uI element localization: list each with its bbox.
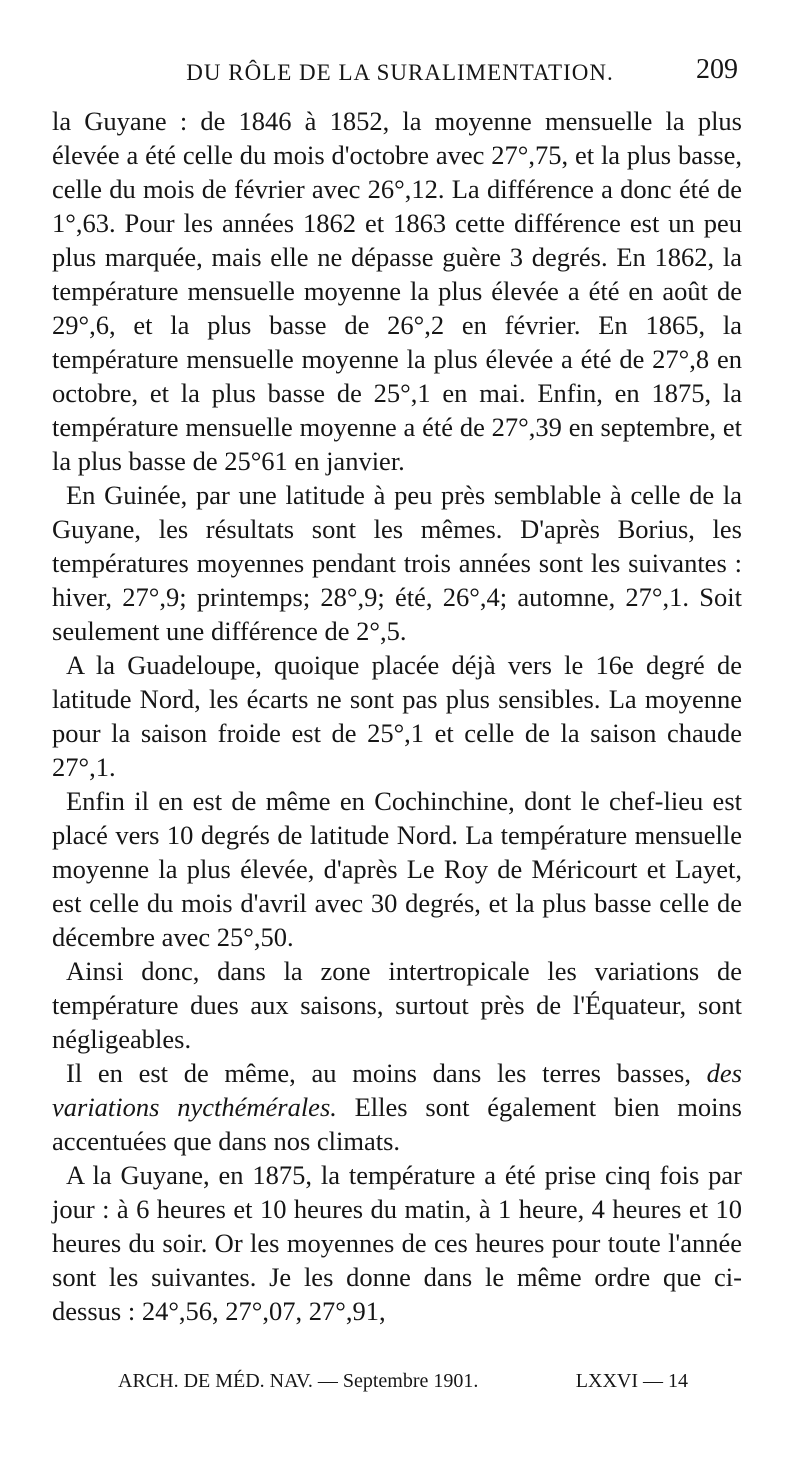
paragraph-2: En Guinée, par une latitude à peu près semblable à celle de la Guyane, les résultats sont les mêmes. D'après Borius, les températures moyennes pendant trois années sont les suivantes : hiver, 27°,9; printemps; 28°,9; été, 26°,4; automne, 27°,1. Soit seulement une différence de 2°,5. — [52, 480, 742, 646]
paragraph-6-italic: des variations nycthémérales. — [52, 1058, 742, 1122]
running-title: DU RÔLE DE LA SURALIMENTATION. — [186, 60, 614, 85]
paragraph-1: la Guyane : de 1846 à 1852, la moyenne mensuelle la plus élevée a été celle du mois d'octobre avec 27°,75, et la plus basse, celle du mois de février avec 26°,12. La différence a donc été de 1°,63. Pour les années 1862 et 1863 cette différence est un peu plus marquée, mais elle ne dépasse guère 3 degrés. En 1862, la température mensuelle moyenne la plus élevée a été en août de 29°,6, et la plus basse de 26°,2 en février. En 1865, la température mensuelle moyenne la plus élevée a été de 27°,8 en octobre, et la plus basse de 25°,1 en mai. Enfin, en 1875, la température mensuelle moyenne a été de 27°,39 en septembre, et la plus basse de 25°61 en janvier. — [52, 106, 742, 476]
signature-mark: LXXVI — 14 — [575, 1370, 688, 1392]
body-text — [52, 104, 742, 1328]
paragraph-6-lead: Il en est de même, au moins dans les terres basses, — [66, 1058, 707, 1088]
journal-reference: ARCH. DE MÉD. NAV. — Septembre 1901. — [118, 1370, 479, 1392]
paragraph-3: A la Guadeloupe, quoique placée déjà vers le 16e degré de latitude Nord, les écarts ne sont pas plus sensibles. La moyenne pour la saison froide est de 25°,1 et celle de la saison chaude 27°,1. — [52, 650, 742, 782]
paragraph-6-tail: Elles sont également bien moins accentuées que dans nos climats. — [52, 1092, 742, 1156]
paragraph-4: Enfin il en est de même en Cochinchine, dont le chef-lieu est placé vers 10 degrés de latitude Nord. La température mensuelle moyenne la plus élevée, d'après Le Roy de Méricourt et Layet, est celle du mois d'avril avec 30 degrés, et la plus basse celle de décembre avec 25°,50. — [52, 786, 742, 952]
page-number: 209 — [696, 54, 738, 85]
paragraph-7: A la Guyane, en 1875, la température a été prise cinq fois par jour : à 6 heures et 10 heures du matin, à 1 heure, 4 heures et 10 heures du soir. Or les moyennes de ces heures pour toute l'année sont les suivantes. Je les donne dans le même ordre que ci-dessus : 24°,56, 27°,07, 27°,91, — [52, 1160, 742, 1326]
running-header — [60, 54, 740, 94]
paragraph-5: Ainsi donc, dans la zone intertropicale les variations de température dues aux saisons, surtout près de l'Équateur, sont négligeables. — [52, 956, 742, 1054]
paragraph-6 — [52, 1056, 742, 1158]
